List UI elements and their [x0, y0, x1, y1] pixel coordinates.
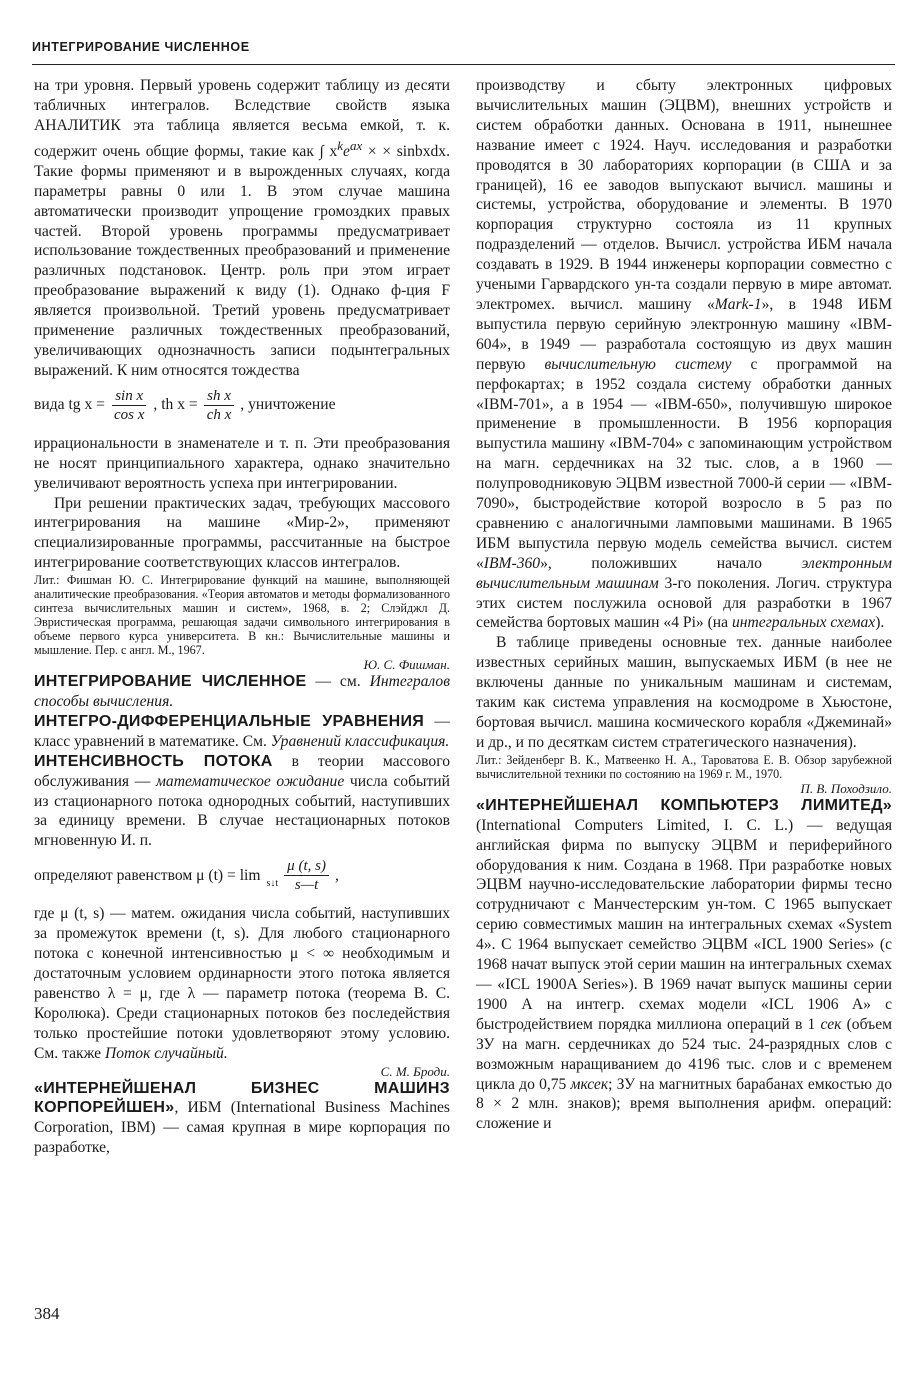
ibm-table-paragraph: В таблице приведены основные тех. данные наиболее известных серийных машин, выпускаемых ИБМ (в нее не включены данные по уникальным машинам и системам, таким как система управления на космодроме в Хьюстоне, бортовая вычисл. машина космического корабля «Джеминай» и др., и по десяткам систем стратегического назначения). [476, 634, 892, 751]
entry-integrirovanie-chislennoe: ИНТЕГРИРОВАНИЕ ЧИСЛЕННОЕ — см. Интегралов способы вычисления. [34, 673, 450, 711]
literature-fishman: Лит.: Фишман Ю. С. Интегрирование функций на машине, выполняющей аналитические преобразования. «Теория автоматов и методы формализованного синтеза вычислительных машин и систем», 1968, в. 2; Слэйджл Д. Эвристическая программа, решающая задачи символьного интегрирования в объеме первого курса университета. В кн.: Вычислительные машины и мышление. Пер. с англ. М., 1967. [34, 573, 450, 658]
header-rule [32, 64, 895, 65]
entry-integro-diff: ИНТЕГРО-ДИФФЕРЕНЦИАЛЬНЫЕ УРАВНЕНИЯ — класс уравнений в математике. См. Уравнений классификация. [34, 712, 450, 750]
entry-icl: «ИНТЕРНЕЙШЕНАЛ КОМПЬЮТЕРЗ ЛИМИТЕД» (International Computers Limited, I. C. L.) — ведущая английская фирма по выпуску ЭЦВМ и периферийного оборудования к ним. Создана в 1968. При разработке новых ЭЦВМ научно-исследовательские лаборатории фирмы тесно сотрудничают с Манчестерским ун-том. С 1965 выпускает серию совместимых машин на интегральных схемах «System 4». С 1964 выпускает семейство ЭЦВМ «ICL 1900 Series» (с 1968 начат выпуск этой серии машин на интегральных схемах — «ICL 1900A Series»). В 1969 начат выпуск машины серии 1900 А на интегр. схемах модели «ICL 1906 A» с быстродействием порядка миллиона операций в 1 сек (объем ЗУ на магн. сердечниках до 524 тыс. 24-разрядных слов с возможным наращиванием до 4196 тыс. слов и с временем цикла до 0,75 мксек; ЗУ на магнитных барабанах емкостью до 8 × 2 млн. знаков); время выполнения арифм. операций: сложение и [476, 796, 892, 1133]
right-column [476, 76, 892, 1134]
page-number: 384 [34, 1304, 60, 1323]
author-signature-fishman: Ю. С. Фишман. [363, 657, 450, 673]
left-column [34, 76, 450, 1158]
running-header: ИНТЕГРИРОВАНИЕ ЧИСЛЕННОЕ [32, 40, 250, 54]
left-paragraph-2: иррациональности в знаменателе и т. п. Эти преобразования не носят принципиального характера, однако значительно увеличивают вероятность успеха при интегрировании. [34, 434, 450, 492]
intensity-limit-formula: определяют равенством μ (t) = lim s↓t $\frac{\mu (t, s)}{s—t}$ , [34, 858, 339, 894]
entry-intensivnost-continued: где μ (t, s) — матем. ожидания числа событий, наступивших за промежуток времени (t, s). Для любого стационарного потока с конечной интенсивностью μ < ∞ необходимым и достаточным условием ординарности этого потока является равенство λ = μ, где λ — параметр потока (теорема В. С. Королюка). Среди стационарных потоков без последействия только простейшие потоки удовлетворяют этому условию. См. также Поток случайный. [34, 905, 450, 1062]
tg-th-identity-formula: вида tg x = $\frac{\text{sin x}}{\text{cos x}}$ , th x = $\frac{\text{sh x}}{\text{ch x}}$ , уничтожение [34, 387, 336, 423]
left-paragraph-1: на три уровня. Первый уровень содержит таблицу из десяти табличных интегралов. Вследствие свойств языка АНАЛИТИК эта таблица является весьма емкой, т. к. содержит очень общие формы, такие как ∫ $x^ke^{ax}$ × × sinbxdx. Такие формы применяют и в вырожденных случаях, когда параметры равны 0 или 1. В этом случае машина автоматически производит упрощение громоздких правых частей. Второй уровень программы предусматривает использование тождественных преобразований и применение различных подстановок. Центр. роль при этом играет преобразование выражений к виду (1). Однако ф-ция F является произвольной. Третий уровень предусматривает применение различных тождественных преобразований, увеличивающих однозначность записи подынтегральных выражений. К ним относятся тождества [34, 77, 450, 379]
entry-intensivnost-potoka: ИНТЕНСИВНОСТЬ ПОТОКА в теории массового обслуживания — математическое ожидание числа событий из стационарного потока однородных событий, наступивших за единицу времени. В случае нестационарных потоков мгновенную И. п. [34, 752, 450, 850]
ibm-history-paragraph: производству и сбыту электронных цифровых вычислительных машин (ЭЦВМ), внешних устройств и систем обработки данных. Основана в 1911, нынешнее название имеет с 1924. Науч. исследования и разработки проводятся в 30 лабораториях корпорации (в США и за границей), 16 ее заводов выпускают вычисл. машины и системы, устройства, оборудование и элементы. В 1970 корпорация структурно состояла из 11 крупных подразделений — отделов. Вычисл. устройства ИБМ начала создавать в 1929. В 1944 инженеры корпорации совместно с учеными Гарвардского ун-та создали первую в мире автомат. электромех. вычисл. машину «Mark-1», в 1948 ИБМ выпустила первую серийную электронную машину «IBM-604», в 1949 — разработала состоящую из двух машин первую вычислительную систему с программой на перфокартах; в 1952 создала систему обработки данных «IBM-701», а в 1954 — «IBM-650», получившую широкое применение в промышленности. В 1956 корпорация выпустила машину «IBM-704» с запоминающим устройством на магн. сердечниках на 32 тыс. слов, а в 1960 — полупроводниковую ЭЦВМ известной 7000-й серии — «IBM-7090», быстродействие которой возросло в 5 раз по сравнению с аналогичными ламповыми машинами. В 1965 ИБМ выпустила первую модель семейства вычисл. систем «IBM-360», положивших начало электронным вычислительным машинам 3-го поколения. Логич. структура этих систем послужила основой для разработки в 1967 семейства бортовых машин «4 Pi» (на интегральных схемах). [476, 77, 892, 632]
left-paragraph-3: При решении практических задач, требующих массового интегрирования на машине «Мир-2», применяют специализированные программы, рассчитанные на быстрое интегрирование соответствующих классов интегралов. [34, 494, 450, 572]
author-signature-brodi: С. М. Броди. [380, 1063, 450, 1079]
author-signature-pohodzilo: П. В. Походзило. [800, 780, 892, 796]
entry-ibm: «ИНТЕРНЕЙШЕНАЛ БИЗНЕС МАШИНЗ КОРПОРЕЙШЕН», ИБМ (International Business Machines Corporation, IBM) — самая крупная в мире корпорация по разработке, [34, 1079, 450, 1157]
literature-zeidenberg: Лит.: Зейденберг В. К., Матвеенко Н. А., Тароватова Е. В. Обзор зарубежной вычислительной техники по состоянию на 1969 г. М., 1970. [476, 752, 892, 781]
